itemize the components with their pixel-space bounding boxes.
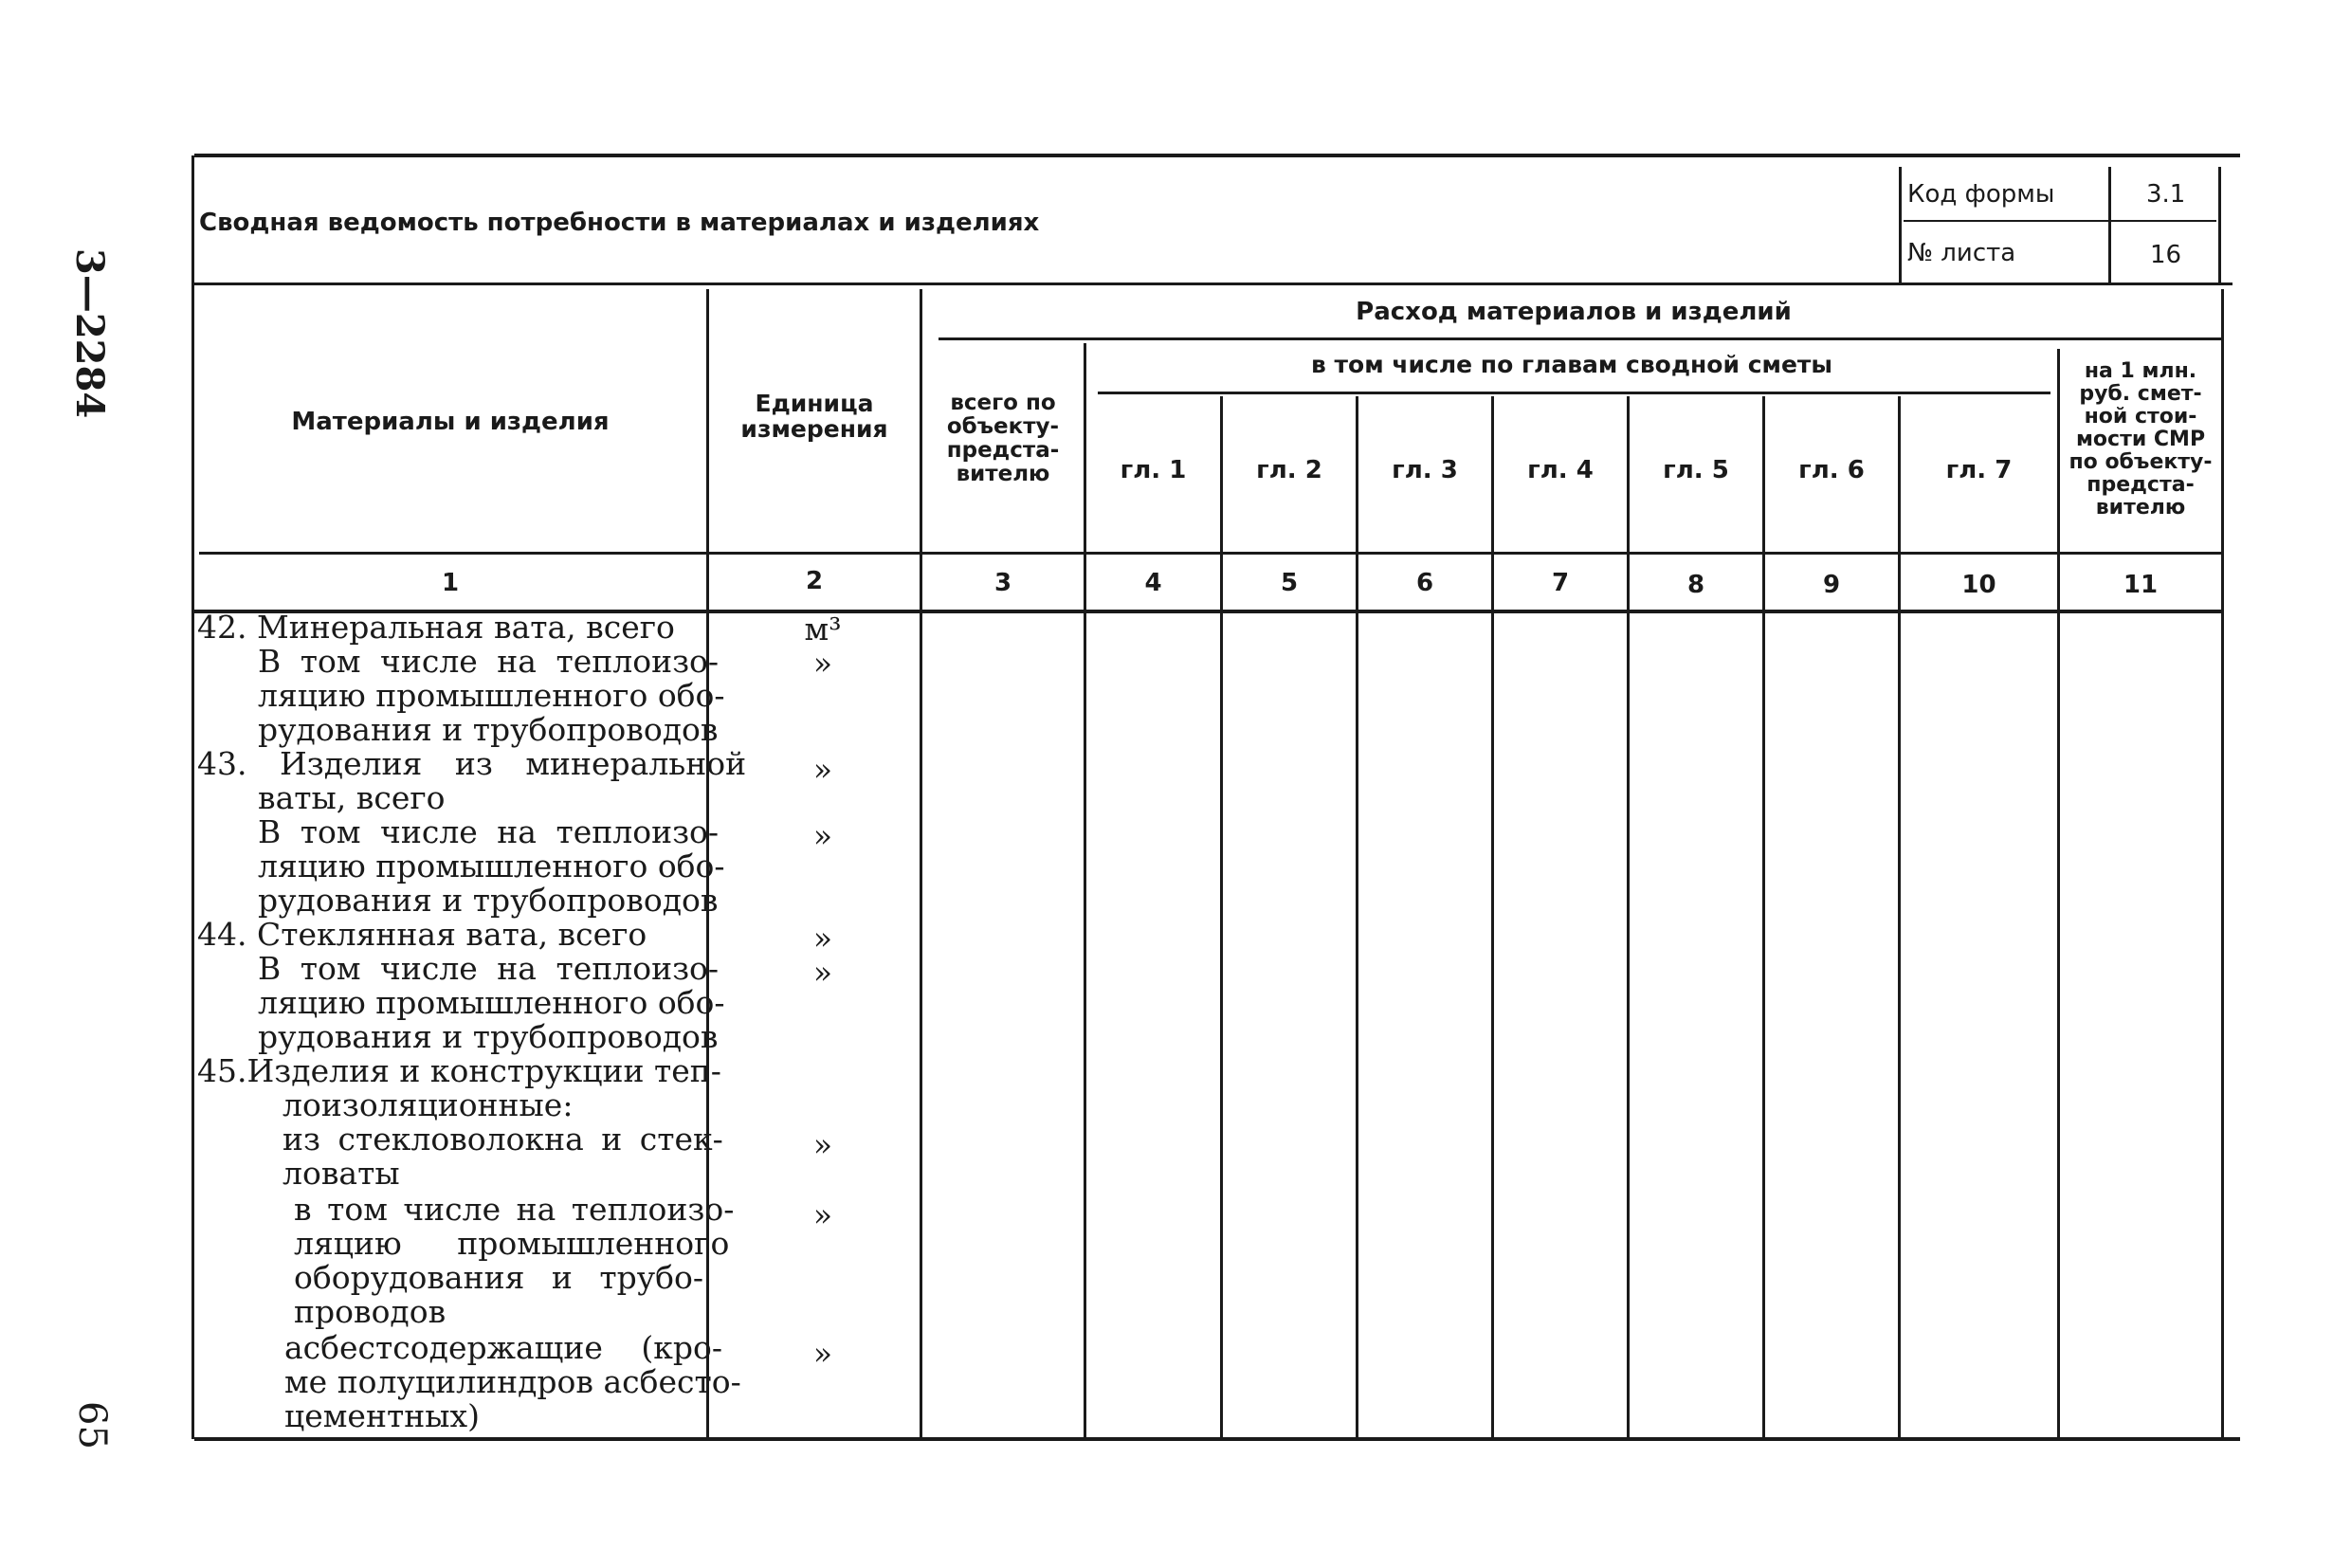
form-box-divider — [1904, 220, 2216, 222]
page-number: 65 — [70, 1401, 114, 1449]
row-45-b-line-3: оборудования и трубо- — [294, 1259, 704, 1296]
header-chapter-2: гл. 2 — [1256, 456, 1322, 484]
form-title: Сводная ведомость потребности в материалах и изделиях — [199, 209, 1040, 237]
row-43-sub-line-2: ляцию промышленного обо- — [258, 848, 725, 884]
form-box-mid — [2108, 167, 2111, 284]
form-box-left — [1899, 167, 1902, 284]
col-divider-7 — [1627, 396, 1630, 1438]
col-divider-5 — [1356, 396, 1358, 1438]
row-42-sub-line-1: В том числе на теплоизо- — [258, 643, 720, 680]
row-45-c-line-1: асбестсодержащие (кро- — [284, 1329, 722, 1366]
top-rule — [194, 154, 2240, 157]
row-43-sub-line-1: В том числе на теплоизо- — [258, 813, 720, 850]
col-number-2: 2 — [805, 567, 824, 595]
row-45-c-line-2: ме полуцилиндров асбесто- — [284, 1363, 741, 1400]
left-rule — [191, 155, 194, 1439]
row-43-sub-unit: » — [812, 817, 833, 854]
header-unit — [709, 391, 920, 442]
header-total-line-2: объекту- — [946, 414, 1060, 439]
header-materials: Материалы и изделия — [291, 408, 610, 436]
col-number-1: 1 — [441, 569, 460, 597]
col-number-10: 10 — [1961, 571, 1996, 599]
bottom-rule — [194, 1437, 2240, 1441]
col-divider-8 — [1762, 396, 1765, 1438]
form-code-label: Код формы — [1907, 180, 2055, 209]
col-divider-9 — [1898, 396, 1901, 1438]
header-chapter-1: гл. 1 — [1120, 456, 1187, 484]
chapters-rule — [1098, 392, 2050, 394]
header-per-million-line-4: мости СМР — [2075, 428, 2206, 451]
row-45-a-unit: » — [812, 1126, 833, 1163]
header-total-line-4: вителю — [956, 462, 1050, 486]
row-42-title: 42. Минеральная вата, всего — [197, 609, 675, 646]
header-total-line-1: всего по — [950, 391, 1056, 415]
sheet-value: 16 — [2150, 241, 2182, 269]
header-total-line-3: предста- — [946, 438, 1060, 463]
row-44-sub-line-2: ляцию промышленного обо- — [258, 984, 725, 1021]
row-45-a-line-1: из стекловолокна и стек- — [282, 1121, 723, 1158]
row-44-title: 44. Стеклянная вата, всего — [197, 916, 647, 953]
header-per-million-line-1: на 1 млн. — [2084, 359, 2197, 383]
row-45-c-line-3: цементных) — [284, 1397, 480, 1434]
row-45-b-line-1: в том числе на теплоизо- — [294, 1191, 735, 1228]
title-bottom-rule — [194, 283, 2233, 285]
col-number-7: 7 — [1551, 569, 1570, 597]
header-consumption: Расход материалов и изделий — [1356, 298, 1792, 326]
row-43-unit: » — [812, 751, 833, 788]
row-42-unit: м³ — [804, 611, 842, 647]
col-number-3: 3 — [993, 569, 1012, 597]
col-number-4: 4 — [1144, 569, 1162, 597]
header-per-million-line-6: предста- — [2087, 473, 2195, 497]
col-divider-6 — [1491, 396, 1494, 1438]
sheet-code: 3—2284 — [67, 248, 112, 419]
header-per-million-line-3: ной стои- — [2084, 405, 2197, 428]
header-total — [922, 392, 1084, 486]
col-divider-4 — [1220, 396, 1223, 1438]
row-45-a-line-2: ловаты — [282, 1155, 400, 1192]
col-number-8: 8 — [1686, 571, 1705, 599]
header-chapter-7: гл. 7 — [1945, 456, 2013, 484]
row-44-sub-line-1: В том числе на теплоизо- — [258, 950, 720, 987]
row-44-sub-unit: » — [812, 954, 833, 991]
header-chapter-3: гл. 3 — [1392, 456, 1458, 484]
row-44-unit: » — [812, 920, 833, 957]
row-45-c-unit: » — [812, 1335, 833, 1372]
row-45-b-line-4: проводов — [294, 1293, 447, 1330]
header-unit-line-1: Единица — [755, 390, 874, 417]
form-code-value: 3.1 — [2146, 180, 2186, 209]
row-42-sub-line-2: ляцию промышленного обо- — [258, 677, 725, 714]
right-rule — [2221, 289, 2224, 1438]
header-per-million-line-5: по объекту- — [2069, 450, 2213, 474]
header-unit-line-2: измерения — [740, 415, 888, 443]
row-44-sub-line-3: рудования и трубопроводов — [258, 1018, 719, 1055]
header-chapter-4: гл. 4 — [1527, 456, 1594, 484]
row-43-title-line-1: 43. Изделия из минеральной — [197, 745, 747, 782]
row-43-sub-line-3: рудования и трубопроводов — [258, 882, 719, 919]
col-number-9: 9 — [1822, 571, 1841, 599]
col-number-11: 11 — [2123, 571, 2159, 599]
header-chapter-5: гл. 5 — [1663, 456, 1729, 484]
header-bottom-rule — [199, 552, 2223, 555]
row-42-sub-line-3: рудования и трубопроводов — [258, 711, 719, 748]
row-45-title-line-2: лоизоляционные: — [282, 1086, 574, 1123]
header-chapters-group: в том числе по главам сводной сметы — [1311, 351, 1832, 378]
header-per-million-line-7: вителю — [2095, 496, 2186, 520]
header-chapter-6: гл. 6 — [1798, 456, 1865, 484]
row-42-sub-unit: » — [812, 645, 833, 682]
row-45-title-line-1: 45.Изделия и конструкции теп- — [197, 1052, 721, 1089]
header-per-million — [2060, 360, 2221, 520]
sheet-label: № листа — [1907, 239, 2016, 267]
row-45-b-line-2: ляцию промышленного — [294, 1225, 730, 1262]
header-per-million-line-2: руб. смет- — [2079, 382, 2202, 406]
row-43-title-line-2: ваты, всего — [258, 779, 446, 816]
col-divider-3 — [1084, 343, 1086, 1438]
col-number-6: 6 — [1415, 569, 1434, 597]
row-45-b-unit: » — [812, 1196, 833, 1233]
col-number-5: 5 — [1280, 569, 1299, 597]
consumption-rule — [939, 337, 2223, 340]
form-box-right — [2218, 167, 2221, 284]
